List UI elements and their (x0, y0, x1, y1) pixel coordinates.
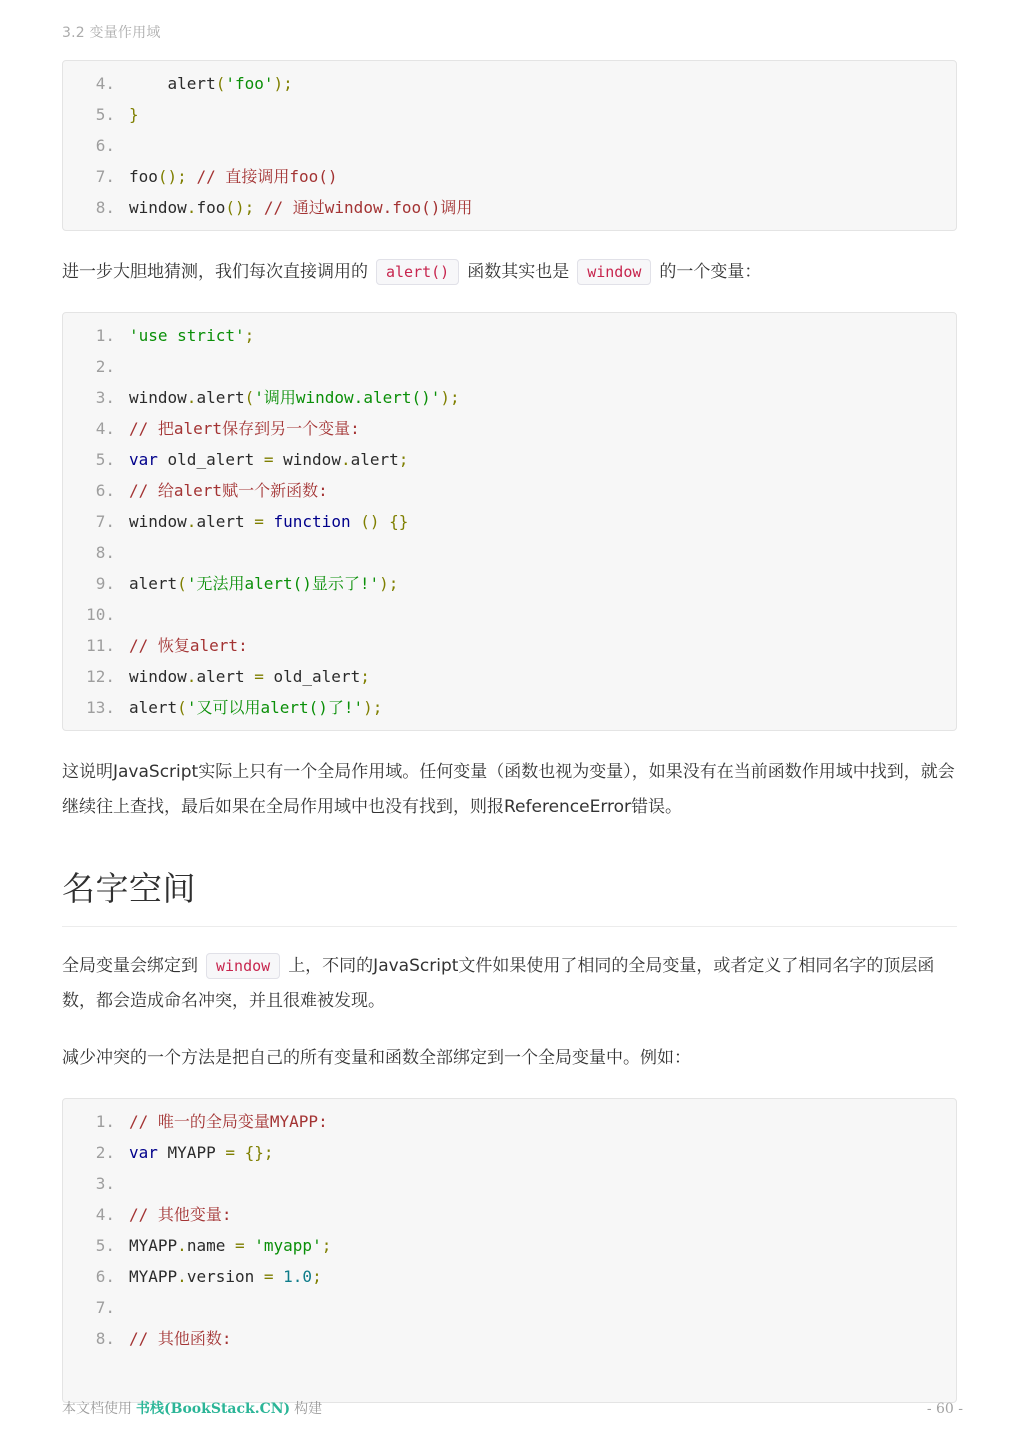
code-token: = (263, 1267, 274, 1286)
code-line (79, 1168, 940, 1199)
code-token: 'use strict' (129, 326, 245, 345)
line-number: 8. (95, 1329, 115, 1348)
code-token: alert (196, 512, 255, 531)
line-number: 6. (95, 1267, 115, 1286)
code-token: function (273, 512, 351, 531)
code-token: foo (196, 198, 226, 217)
code-token: alert (129, 574, 178, 593)
code-block (62, 312, 957, 731)
code-line (79, 1199, 940, 1230)
page-footer (62, 1398, 963, 1418)
code-token: ); (363, 698, 383, 717)
code-token: (); (225, 198, 255, 217)
code-token: ; (398, 450, 409, 469)
line-number: 12. (86, 667, 115, 686)
code-token: name (186, 1236, 235, 1255)
code-token: (); (157, 167, 187, 186)
footer-suffix: 构建 (294, 1401, 323, 1417)
code-block (62, 1098, 957, 1403)
code-token: alert (196, 388, 245, 407)
page-number: - 60 - (926, 1401, 963, 1417)
code-line (79, 692, 940, 723)
line-number: 10. (86, 605, 115, 624)
paragraph (62, 1041, 957, 1076)
code-line (79, 537, 940, 568)
code-token: alert (196, 667, 255, 686)
code-token: ); (379, 574, 399, 593)
paragraph (62, 255, 957, 290)
code-line (79, 192, 940, 223)
line-number: 3. (95, 1174, 115, 1193)
code-token: // 直接调用foo() (186, 167, 338, 186)
paragraph-text: 全局变量会绑定到 (62, 956, 198, 976)
code-line (79, 475, 940, 506)
code-line (79, 568, 940, 599)
line-number: 11. (86, 636, 115, 655)
code-token: ; (360, 667, 370, 686)
paragraph-text: 减少冲突的一个方法是把自己的所有变量和函数全部绑定到一个全局变量中。例如： (62, 1048, 691, 1068)
code-line (79, 320, 940, 351)
code-token: version (186, 1267, 264, 1286)
code-token: window (129, 512, 187, 531)
paragraph-text: 上，不同的JavaScript文件如果使用了相同的全局变量，或者定义了相同名字的顶层函数，都会造成命名冲突，并且很难被发现。 (62, 956, 935, 1011)
code-line (79, 1323, 940, 1354)
code-token: . (186, 512, 197, 531)
code-token: . (340, 450, 351, 469)
line-number: 3. (95, 388, 115, 407)
code-line (79, 444, 940, 475)
line-number: 5. (95, 450, 115, 469)
code-line (79, 1230, 940, 1261)
code-token: window (129, 198, 187, 217)
code-token: ( (215, 74, 226, 93)
code-token: window (129, 667, 187, 686)
code-line (79, 630, 940, 661)
code-token: foo (129, 167, 158, 186)
code-token: ( (244, 388, 255, 407)
code-token: '无法用alert()显示了!' (186, 574, 380, 593)
code-token: old_alert (157, 450, 264, 469)
code-token: ( (177, 698, 187, 717)
line-number: 7. (95, 512, 115, 531)
code-line (79, 413, 940, 444)
code-line (79, 599, 940, 630)
code-token (351, 512, 361, 531)
code-line (79, 1261, 940, 1292)
code-token: } (129, 105, 139, 124)
running-header-section-label: 3.2 变量作用域 (62, 25, 161, 41)
line-number: 6. (95, 136, 115, 155)
line-number: 1. (95, 326, 115, 345)
code-token: = (254, 667, 264, 686)
line-number: 2. (95, 357, 115, 376)
code-token: '又可以用alert()了!' (186, 698, 364, 717)
code-token: . (177, 1236, 187, 1255)
code-token: '调用window.alert()' (254, 388, 441, 407)
code-token: ); (273, 74, 293, 93)
paragraph-text: 这说明JavaScript实际上只有一个全局作用域。任何变量（函数也视为变量），如果没有在当前函数作用域中找到，就会继续往上查找，最后如果在全局作用域中也没有找到，则报ReferenceError错误。 (62, 762, 955, 817)
code-line (79, 1292, 940, 1323)
footer-build-note (62, 1398, 322, 1418)
code-block (62, 60, 957, 231)
code-token: = (254, 512, 264, 531)
line-number: 8. (95, 543, 115, 562)
line-number: 1. (95, 1112, 115, 1131)
paragraph-text: 函数其实也是 (467, 262, 570, 282)
code-line (79, 130, 940, 161)
code-token: . (177, 1267, 187, 1286)
code-token: = (225, 1143, 235, 1162)
code-token: // 把alert保存到另一个变量: (129, 419, 360, 438)
code-token: // 其他变量: (129, 1205, 232, 1224)
code-token: var (129, 450, 158, 469)
bookstack-brand-link[interactable]: 书栈(BookStack.CN) (136, 1401, 291, 1417)
code-token: MYAPP (129, 1236, 178, 1255)
code-token: 'myapp' (254, 1236, 322, 1255)
code-token (245, 1236, 255, 1255)
section-heading: 名字空间 (62, 863, 957, 927)
footer-prefix: 本文档使用 (62, 1401, 132, 1417)
code-token: . (186, 198, 197, 217)
code-token: alert (129, 74, 216, 93)
paragraph-text: 进一步大胆地猜测，我们每次直接调用的 (62, 262, 368, 282)
code-line (79, 1106, 940, 1137)
code-token: // 通过window.foo()调用 (254, 198, 473, 217)
code-line (79, 382, 940, 413)
code-token: alert (350, 450, 399, 469)
code-token: 1.0 (283, 1267, 313, 1286)
code-token: () {} (360, 512, 409, 531)
code-token: = (234, 1236, 245, 1255)
code-line (79, 506, 940, 537)
code-token: 'foo' (225, 74, 274, 93)
code-token: ; (321, 1236, 332, 1255)
code-token: // 给alert赋一个新函数: (129, 481, 328, 500)
code-token: MYAPP (129, 1267, 178, 1286)
code-line (79, 351, 940, 382)
code-token (264, 512, 274, 531)
code-token: ; (312, 1267, 322, 1286)
code-token (274, 1267, 284, 1286)
code-line (79, 161, 940, 192)
line-number: 4. (95, 1205, 115, 1224)
code-token: MYAPP (157, 1143, 226, 1162)
code-token: ); (440, 388, 460, 407)
code-line (79, 68, 940, 99)
code-token: {}; (244, 1143, 274, 1162)
line-number: 2. (95, 1143, 115, 1162)
line-number: 9. (95, 574, 115, 593)
code-token: old_alert (263, 667, 361, 686)
code-line (79, 99, 940, 130)
line-number: 7. (95, 167, 115, 186)
code-token: window (129, 388, 187, 407)
paragraph (62, 755, 957, 825)
code-token: // 其他函数: (129, 1329, 232, 1348)
code-token: window (273, 450, 341, 469)
line-number: 8. (95, 198, 115, 217)
code-line (79, 1137, 940, 1168)
paragraph-text: 的一个变量： (659, 262, 762, 282)
code-line (79, 661, 940, 692)
line-number: 4. (95, 419, 115, 438)
line-number: 13. (86, 698, 115, 717)
code-token: ; (244, 326, 255, 345)
paragraph (62, 949, 957, 1019)
code-token (235, 1143, 245, 1162)
code-token: ( (177, 574, 187, 593)
inline-code: window (206, 953, 280, 979)
code-token: . (186, 667, 197, 686)
line-number: 4. (95, 74, 115, 93)
code-token: = (263, 450, 274, 469)
page-content (62, 60, 957, 1403)
inline-code: window (577, 259, 651, 285)
code-token: // 唯一的全局变量MYAPP: (129, 1112, 328, 1131)
code-token: . (186, 388, 197, 407)
code-token: var (129, 1143, 158, 1162)
line-number: 5. (95, 105, 115, 124)
line-number: 7. (95, 1298, 115, 1317)
line-number: 6. (95, 481, 115, 500)
inline-code: alert() (376, 259, 459, 285)
code-token: alert (129, 698, 178, 717)
line-number: 5. (95, 1236, 115, 1255)
code-token: // 恢复alert: (129, 636, 248, 655)
